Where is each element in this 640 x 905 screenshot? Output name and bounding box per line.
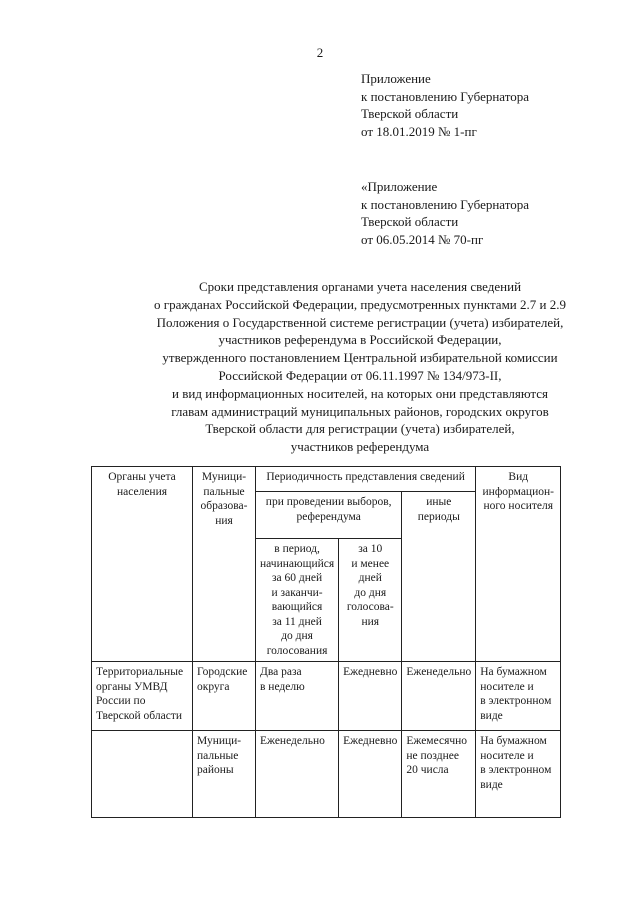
cell-text-line: ния: [361, 615, 380, 628]
header-media-type: [476, 467, 561, 662]
cell-municipality: [193, 731, 256, 818]
cell-text-line: России по: [96, 695, 146, 707]
cell-text-line: Ежедневно: [343, 666, 398, 678]
cell-text-line: округа: [197, 680, 230, 693]
title-line: о гражданах Российской Федерации, предусмотренных пунктами 2.7 и 2.9: [154, 296, 566, 312]
annex-line: от 06.05.2014 № 70-пг: [361, 231, 484, 247]
annex-line: Тверской области: [361, 214, 459, 229]
cell-text-line: до дня: [281, 630, 313, 642]
cell-text-line: На бумажном: [480, 735, 547, 747]
header-period-10-days: [339, 539, 402, 662]
table-row: [92, 662, 561, 731]
cell-text-line: за 11 дней: [272, 615, 322, 628]
cell-text-line: периоды: [417, 510, 460, 523]
cell-period-60: [256, 662, 339, 731]
cell-period-10: [339, 731, 402, 818]
cell-text-line: голосования: [266, 644, 328, 657]
cell-text-line: иные: [426, 496, 452, 508]
cell-text-line: На бумажном: [480, 666, 547, 678]
cell-text-line: виде: [480, 778, 503, 791]
cell-text-line: голосова-: [346, 601, 394, 613]
title-line: Российской Федерации от 06.11.1997 № 134/973-II,: [218, 367, 502, 383]
reporting-schedule-table: [91, 466, 561, 818]
cell-text-line: в электронном: [480, 695, 552, 707]
annex-line: к постановлению Губернатора: [361, 88, 530, 104]
cell-text-line: начинающийся: [260, 557, 335, 570]
cell-text-line: и менее: [351, 557, 390, 570]
header-organs: Органы учета населения: [92, 467, 193, 662]
annex-current-reference: [361, 70, 529, 140]
cell-text-line: пальные: [197, 749, 239, 762]
cell-text-line: носителе и: [480, 749, 534, 762]
cell-text-line: не позднее: [406, 749, 459, 762]
cell-text-line: вающийся: [271, 601, 323, 613]
cell-media-type: [476, 731, 561, 818]
cell-text-line: дней: [358, 572, 382, 584]
cell-text-line: Еженедельно: [260, 735, 325, 747]
cell-period-60: [256, 731, 339, 818]
cell-text-line: Муници-: [197, 735, 242, 747]
annex-line: от 18.01.2019 № 1-пг: [361, 123, 477, 139]
title-line: Положения о Государственной системе регистрации (учета) избирателей,: [156, 314, 564, 330]
cell-text-line: Ежедневно: [343, 735, 398, 747]
title-line: участников референдума в Российской Федерации,: [218, 332, 502, 348]
table-row: [92, 731, 561, 818]
cell-text-line: образова-: [200, 500, 248, 512]
annex-original-reference: [361, 178, 529, 248]
page-number: 2: [316, 45, 324, 60]
cell-text-line: носителе и: [480, 680, 534, 693]
cell-text-line: и заканчи-: [271, 586, 323, 599]
title-line: утвержденного постановлением Центральной избирательной комиссии: [162, 350, 558, 366]
header-other-periods: [402, 492, 476, 662]
header-municipal: [193, 467, 256, 662]
cell-text-line: ного носителя: [483, 500, 554, 512]
cell-text-line: в электронном: [480, 764, 552, 776]
cell-text-line: Вид: [508, 471, 529, 483]
cell-text-line: информацион-: [482, 485, 554, 498]
cell-text-line: до дня: [354, 586, 387, 599]
title-line: участников референдума: [290, 439, 430, 455]
cell-organ: [92, 662, 193, 731]
cell-text-line: при проведении выборов,: [265, 496, 392, 508]
header-periodicity: Периодичность представления сведений: [256, 467, 476, 492]
title-line: главам администраций муниципальных районов, городских округов: [171, 403, 549, 419]
cell-text-line: Два раза: [260, 666, 302, 678]
document-title: [40, 278, 640, 456]
cell-text-line: Ежемесячно: [406, 735, 468, 747]
cell-municipality: [193, 662, 256, 731]
cell-text-line: районы: [197, 764, 234, 776]
cell-text-line: за 60 дней: [271, 572, 323, 584]
annex-line: к постановлению Губернатора: [361, 196, 530, 212]
cell-text-line: Еженедельно: [406, 666, 472, 678]
cell-text-line: Тверской области: [96, 709, 182, 722]
annex-line: Приложение: [361, 71, 431, 86]
cell-media-type: [476, 662, 561, 731]
title-line: и вид информационных носителей, на которых они представляются: [172, 385, 548, 401]
cell-organ: [92, 731, 193, 818]
annex-line: Тверской области: [361, 106, 459, 121]
cell-text-line: органы УМВД: [96, 680, 168, 693]
cell-text-line: 20 числа: [406, 764, 449, 776]
cell-text-line: в период,: [274, 543, 320, 555]
cell-text-line: за 10: [358, 543, 383, 555]
annex-line: «Приложение: [361, 179, 438, 194]
cell-text-line: Муници-: [201, 471, 247, 483]
cell-period-10: [339, 662, 402, 731]
title-line: Тверской области для регистрации (учета) избирателей,: [205, 421, 515, 437]
cell-text-line: в неделю: [260, 680, 305, 693]
header-period-60-days: [256, 539, 339, 662]
cell-other-periods: [402, 662, 476, 731]
cell-text-line: пальные: [203, 485, 245, 498]
header-row: [92, 467, 561, 492]
cell-text-line: референдума: [296, 510, 361, 523]
cell-text-line: Городские: [197, 666, 248, 678]
title-line: Сроки представления органами учета населения сведений: [198, 279, 522, 294]
cell-text-line: виде: [480, 709, 503, 722]
cell-other-periods: [402, 731, 476, 818]
header-during-elections: [256, 492, 402, 539]
cell-text-line: Территориальные: [96, 666, 184, 678]
cell-text-line: ния: [215, 514, 233, 527]
